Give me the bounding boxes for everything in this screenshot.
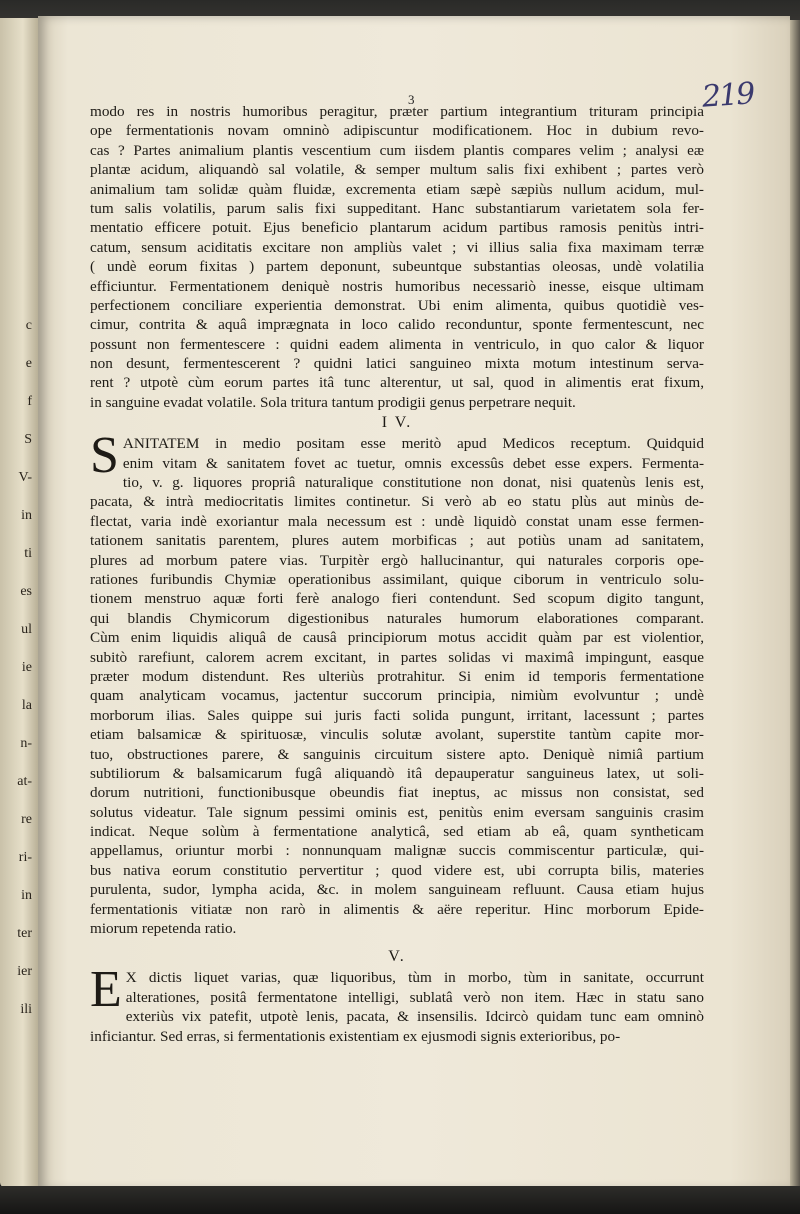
section-iv (90, 427, 704, 938)
text-line: fermentationis vitiatæ non rarò in alimentis & aëre reperitur. Hinc morborum Epide- (90, 900, 704, 918)
text-line: non desunt, fermentescerent ? quidni latici sanguineo mixta motum intestinum serva- (90, 355, 704, 373)
text-line: subitò rarefiunt, calorem acrem excitant, in partes solidas vi maximâ impingunt, easque (90, 648, 704, 666)
facing-page-fragment: la (21, 698, 32, 713)
text-line: modo res in nostris humoribus peragitur, præter partium integrantium trituram principia (90, 103, 704, 120)
facing-page-fragment: in (21, 888, 32, 903)
text-line: cas ? Partes animalium plantis vescentium cum iisdem plantis compares velim ; analysi eæ (90, 141, 704, 159)
facing-page-fragment: re (21, 812, 32, 827)
facing-page-fragment: ie (21, 660, 32, 675)
facing-page-fragment: f (27, 394, 32, 409)
text-line: miorum repetenda ratio. (90, 920, 237, 938)
text-line: tum salis volatilis, parum salis fixi suppeditant. Hanc substantiarum varietatem sola fer- (90, 199, 704, 217)
heading-v: V. (388, 948, 406, 966)
text-line: animalium tam solidæ quàm fluidæ, excrementa etiam sæpè sæpiùs nullum acidum, mul- (90, 180, 704, 198)
text-line: qui blandis Chymicorum digestionibus naturales humorum elaborationes comparant. (90, 609, 704, 627)
facing-page-fragment: ri- (18, 850, 32, 865)
facing-page-fragment: e (25, 356, 32, 371)
text-line: appellamus, oriuntur morbi : nonnunquam malignæ succis commiscentur particulæ, qui- (90, 842, 704, 860)
page-text (90, 102, 704, 1046)
text-line: tio, v. g. liquores propriâ naturalique constitutione non donat, nisi quatenùs lenis est, (122, 474, 704, 492)
text-line: ( undè eorum fixitas ) partem deponunt, subeuntque substantias oleosas, undè volatilia (90, 258, 704, 276)
text-line: subtiliorum & balsamicarum fugâ aliquandò itâ depauperatur sanguineus latex, ut soli- (90, 764, 704, 782)
facing-page-fragment: at- (17, 774, 32, 789)
text-line: pacata, & intrà mediocritatis limites continetur. Si verò ab eo statu plùs aut minùs de- (90, 493, 704, 511)
facing-page-fragment: in (21, 508, 32, 523)
drop-capital: E (90, 961, 122, 1019)
text-line: catum, sensum aciditatis excitare non ampliùs valet ; vi illius salia fixa maximam terræ (90, 238, 704, 256)
intro-paragraph (90, 102, 704, 412)
text-line: dorum nutritioni, functionibusque obeundis fiat ineptus, ac missus non consistat, sed (90, 784, 704, 802)
text-line: possunt non fermentescere : quidni eadem alimenta in ventriculo, in quo calor & liquor (90, 335, 704, 353)
text-line: in sanguine evadat volatile. Sola tritura tantum prodigii genus perpetrare nequit. (90, 393, 576, 411)
text-line: etiam balsamicæ & spirituosæ, vinculis solutæ avolant, superstite tantùm capite mor- (90, 726, 704, 744)
text-line: cimur, contrita & aquâ imprægnata in loco calido reconduntur, sponte fermentescunt, nec (90, 316, 704, 334)
text-line: ope fermentationis novam omninò adipiscuntur modificationem. Hoc in dubium revo- (90, 122, 704, 140)
text-line: solutus videatur. Tale signum pessimi ominis est, penitùs enim eversam sanguinis crasim (90, 803, 704, 821)
facing-page-fragment: S (24, 432, 32, 447)
facing-page-fragment: es (20, 584, 32, 599)
text-line: plantæ acidum, aliquandò sal volatile, & semper multum salis fixi exhibent ; partes verò (90, 161, 704, 179)
signature-mark: 3 (408, 92, 415, 107)
facing-page-fragment: V- (18, 470, 32, 485)
section-v (90, 961, 704, 1046)
text-line: efficiuntur. Fermentationem deniquè nostris humoribus necessariò inesse, eisque ultimam (90, 277, 704, 295)
facing-page-fragment: ti (24, 546, 32, 561)
facing-page-fragment: ier (17, 964, 32, 979)
text-line: rent ? utpotè cùm eorum partes itâ tunc alterentur, ut sal, quod in alimentis erat fixum, (90, 374, 704, 392)
heading-iv: I V. (381, 414, 413, 432)
text-line: tuo, obstructiones parere, & sanguinis circuitum sistere apto. Deniquè nimiâ partium (90, 745, 704, 763)
text-line: præter modum distendunt. Res ulteriùs protrahitur. Si enim id temporis fermentatione (90, 667, 704, 685)
text-line: tationem sanitatis parentem, plures autem morbificas ; aut potiùs unam ad sanitatem, (90, 532, 704, 550)
scan-bottom-shadow (0, 1186, 800, 1214)
text-line: mentatio efficere potuit. Ejus beneficio plantarum acidum partibus ramosis penitùs intri- (90, 219, 704, 237)
facing-page-fragment: ter (17, 926, 32, 941)
facing-page-fragment: n- (20, 736, 32, 751)
facing-page-fragment: ul (21, 622, 32, 637)
text-line: ANITATEM in medio positam esse meritò apud Medicos receptum. Quidquid (122, 435, 704, 453)
text-line: flectat, varia indè exoriantur mala necessum est : undè liquidò constat unam esse fermen- (90, 512, 704, 530)
text-line: X dictis liquet varias, quæ liquoribus, tùm in morbo, tùm in sanitate, occurrunt (125, 969, 704, 987)
folio-number: 219 (700, 76, 755, 115)
text-line: tionem menstruo aquæ forti ferè analogo fieri contendunt. Sed scopum digito tangunt, (90, 590, 704, 608)
text-line: plures ad morbum patere vias. Turpitèr ergò hallucinantur, qui naturales corporis ope- (90, 551, 704, 569)
text-line: enim vitam & sanitatem fovet ac tuetur, omnis excessûs debet esse expers. Fermenta- (122, 454, 704, 472)
text-line: indicat. Neque solùm à fermentatione analyticâ, sed etiam ab eâ, quam syntheticam (90, 823, 704, 841)
facing-page-edge (0, 18, 38, 1188)
facing-page-fragment: ili (20, 1002, 32, 1017)
text-line: bus nativa eorum constitutio pervertitur ; quod videre est, ubi corrupta bilis, materies (90, 861, 704, 879)
text-line: morborum ilias. Sales quippe sui juris facti solida pungunt, irritant, lacessunt ; partes (90, 706, 704, 724)
text-line: exteriùs vix patefit, utpotè lenis, pacata, & insensilis. Idcircò quidam tunc eam omninò (125, 1008, 704, 1026)
text-line: quam analyticam vocamus, jactentur succorum principia, nimiùm evolvuntur ; undè (90, 687, 704, 705)
text-line: Cùm enim liquidis aliquâ de causâ principiorum motus accidit quàm par est violentior, (90, 629, 704, 647)
text-line: inficiantur. Sed erras, si fermentationis existentiam ex ejusmodi signis exterioribus, po- (90, 1027, 621, 1045)
text-line: perfectionem conciliare experientia demonstrat. Ubi enim alimenta, quibus quotidiè ves- (90, 296, 704, 314)
text-line: purulenta, sudor, lympha acida, &c. in molem sanguineam refluunt. Causa etiam hujus (90, 881, 704, 899)
drop-capital: S (90, 427, 119, 485)
page-right-edge (790, 20, 800, 1190)
facing-page-fragment: c (25, 318, 32, 333)
book-page (38, 16, 790, 1190)
text-line: rationes furibundis Chymiæ operationibus assimilant, quique ciborum in ventriculo solu- (90, 570, 704, 588)
text-line: alterationes, positâ fermentatone intelligi, sublatâ verò non item. Hæc in statu sano (125, 988, 704, 1006)
